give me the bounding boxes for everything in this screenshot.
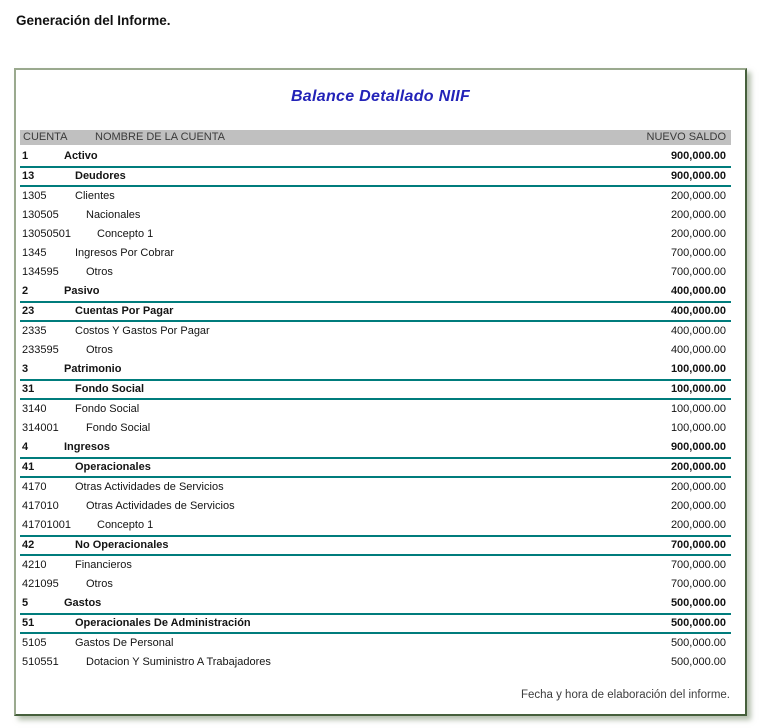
account-code: 4: [22, 441, 29, 453]
account-code: 3140: [22, 403, 47, 415]
account-balance: 700,000.00: [670, 266, 726, 278]
table-row: [20, 535, 731, 556]
account-name: Fondo Social: [75, 403, 140, 415]
account-balance: 400,000.00: [670, 285, 726, 297]
account-name: Pasivo: [64, 285, 100, 297]
table-row: [20, 497, 731, 516]
account-code: 3: [22, 363, 29, 375]
column-header-cuenta: CUENTA: [23, 131, 68, 143]
table-row: [20, 438, 731, 457]
account-balance: 200,000.00: [670, 481, 726, 493]
table-row: [20, 516, 731, 535]
account-name: Nacionales: [86, 209, 141, 221]
account-code: 1345: [22, 247, 47, 259]
account-balance: 400,000.00: [670, 305, 726, 317]
account-balance: 900,000.00: [670, 441, 726, 453]
account-balance: 700,000.00: [670, 578, 726, 590]
account-code: 314001: [22, 422, 59, 434]
account-balance: 200,000.00: [670, 190, 726, 202]
account-code: 51: [22, 617, 35, 629]
account-name: Ingresos Por Cobrar: [75, 247, 175, 259]
account-name: Gastos: [64, 597, 102, 609]
account-name: Fondo Social: [86, 422, 151, 434]
account-name: Fondo Social: [75, 383, 145, 395]
account-balance: 700,000.00: [670, 539, 726, 551]
table-row: [20, 244, 731, 263]
account-code: 13050501: [22, 228, 71, 240]
table-row: [20, 556, 731, 575]
account-balance: 500,000.00: [670, 617, 726, 629]
account-balance: 900,000.00: [670, 150, 726, 162]
account-balance: 200,000.00: [670, 519, 726, 531]
account-balance: 500,000.00: [670, 656, 726, 668]
account-name: Otras Actividades de Servicios: [75, 481, 224, 493]
account-code: 417010: [22, 500, 59, 512]
account-name: Deudores: [75, 170, 126, 182]
table-row: [20, 419, 731, 438]
table-row: [20, 263, 731, 282]
account-code: 31: [22, 383, 35, 395]
table-row: [20, 379, 731, 400]
account-name: Dotacion Y Suministro A Trabajadores: [86, 656, 271, 668]
column-header-nuevo-saldo: NUEVO SALDO: [646, 131, 726, 143]
report-title: Balance Detallado NIIF: [290, 88, 471, 105]
account-name: Concepto 1: [97, 228, 154, 240]
page-heading: Generación del Informe.: [16, 13, 171, 28]
account-code: 1: [22, 150, 29, 162]
account-balance: 200,000.00: [670, 461, 726, 473]
table-row: [20, 360, 731, 379]
table-row: [20, 613, 731, 634]
account-name: Financieros: [75, 559, 132, 571]
table-row: [20, 166, 731, 187]
account-code: 421095: [22, 578, 59, 590]
account-balance: 500,000.00: [670, 637, 726, 649]
account-code: 510551: [22, 656, 59, 668]
account-balance: 200,000.00: [670, 500, 726, 512]
account-name: Activo: [64, 150, 98, 162]
table-row: [20, 301, 731, 322]
table-row: [20, 478, 731, 497]
table-row: [20, 341, 731, 360]
account-name: Costos Y Gastos Por Pagar: [75, 325, 210, 337]
account-balance: 100,000.00: [670, 383, 726, 395]
table-row: [20, 594, 731, 613]
account-name: Clientes: [75, 190, 115, 202]
table-row: [20, 206, 731, 225]
account-code: 5: [22, 597, 29, 609]
table-row: [20, 322, 731, 341]
table-row: [20, 282, 731, 301]
account-code: 233595: [22, 344, 59, 356]
account-name: Patrimonio: [64, 363, 122, 375]
account-balance: 100,000.00: [670, 363, 726, 375]
account-name: Operacionales: [75, 461, 151, 473]
account-name: Otros: [86, 266, 113, 278]
account-balance: 500,000.00: [670, 597, 726, 609]
account-code: 13: [22, 170, 35, 182]
account-balance: 200,000.00: [670, 209, 726, 221]
account-balance: 200,000.00: [670, 228, 726, 240]
account-name: Gastos De Personal: [75, 637, 174, 649]
account-code: 2: [22, 285, 29, 297]
account-balance: 700,000.00: [670, 247, 726, 259]
account-name: Otros: [86, 344, 113, 356]
account-balance: 100,000.00: [670, 422, 726, 434]
account-rows: [20, 147, 731, 672]
account-code: 42: [22, 539, 35, 551]
account-code: 130505: [22, 209, 59, 221]
account-balance: 700,000.00: [670, 559, 726, 571]
account-code: 1305: [22, 190, 47, 202]
account-code: 5105: [22, 637, 47, 649]
account-balance: 900,000.00: [670, 170, 726, 182]
account-code: 2335: [22, 325, 47, 337]
account-name: No Operacionales: [75, 539, 169, 551]
account-name: Concepto 1: [97, 519, 154, 531]
table-row: [20, 187, 731, 206]
table-row: [20, 147, 731, 166]
table-row: [20, 575, 731, 594]
account-code: 4210: [22, 559, 47, 571]
account-code: 41701001: [22, 519, 71, 531]
table-row: [20, 225, 731, 244]
account-balance: 400,000.00: [670, 344, 726, 356]
table-row: [20, 457, 731, 478]
account-name: Ingresos: [64, 441, 110, 453]
report-panel: [14, 68, 747, 716]
report-table: [20, 130, 731, 701]
table-row: [20, 400, 731, 419]
footer-note: Fecha y hora de elaboración del informe.: [520, 689, 730, 701]
table-row: [20, 634, 731, 653]
account-code: 4170: [22, 481, 47, 493]
account-code: 23: [22, 305, 35, 317]
account-code: 134595: [22, 266, 59, 278]
account-name: Otros: [86, 578, 113, 590]
account-name: Otras Actividades de Servicios: [86, 500, 235, 512]
table-row: [20, 653, 731, 672]
table-header-row: [20, 130, 731, 145]
account-name: Cuentas Por Pagar: [75, 305, 174, 317]
account-name: Operacionales De Administración: [75, 617, 251, 629]
account-balance: 400,000.00: [670, 325, 726, 337]
account-balance: 100,000.00: [670, 403, 726, 415]
account-code: 41: [22, 461, 35, 473]
column-header-nombre: NOMBRE DE LA CUENTA: [95, 131, 225, 143]
